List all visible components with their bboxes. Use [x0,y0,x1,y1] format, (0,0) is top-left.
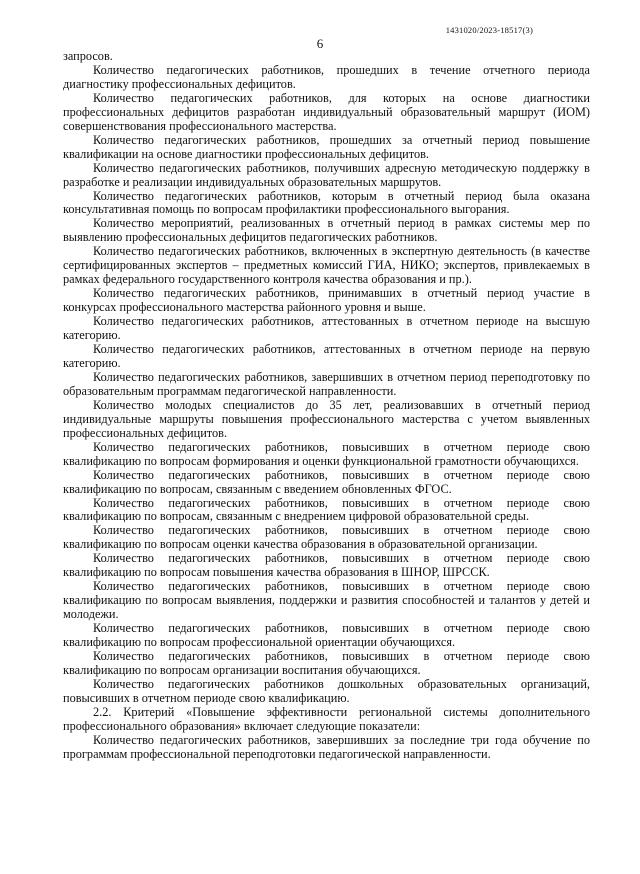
paragraph-continuation: запросов. [63,49,113,63]
paragraph-indicator: Количество педагогических работников, повысивших в отчетном периоде свою квалификацию по вопросам, связанным с введением обновленных ФГОС. [63,467,590,496]
paragraph-indicator: Количество педагогических работников, прошедших за отчетный период повышение квалификации на основе диагностики профессиональных дефицитов. [63,132,590,161]
paragraph-indicator: Количество педагогических работников, повысивших в отчетном периоде свою квалификацию по вопросам формирования и оценки функциональной грамотности обучающихся. [63,439,590,468]
paragraph-indicator: Количество педагогических работников, завершивших в отчетном период переподготовку по образовательным программам педагогической направленности. [63,369,590,398]
paragraph-indicator: Количество педагогических работников, завершивших за последние три года обучение по программам профессиональной переподготовки педагогической направленности. [63,732,590,761]
paragraph-indicator: Количество педагогических работников, повысивших в отчетном периоде свою квалификацию по вопросам выявления, поддержки и развития способностей и талантов у детей и молодежи. [63,579,590,622]
paragraph-indicator: Количество педагогических работников, для которых на основе диагностики профессиональных дефицитов разработан индивидуальный образовательный маршрут (ИОМ) совершенствования профессионального мастерства. [63,90,590,133]
document-number: 1431020/2023-18517(3) [445,25,533,35]
paragraph-indicator: Количество педагогических работников, включенных в экспертную деятельность (в качестве сертифицированных экспертов – предметных комиссий ГИА, НИКО; экспертов, привлекаемых в рамках федерального государственного контроля качества образования и пр.). [63,244,590,287]
paragraph-indicator: Количество педагогических работников, получивших адресную методическую поддержку в разработке и реализации индивидуальных образовательных маршрутов. [63,160,590,189]
paragraph-criterion-heading: 2.2. Критерий «Повышение эффективности региональной системы дополнительного профессионального образования» включает следующие показатели: [63,704,590,733]
paragraph-indicator: Количество педагогических работников, повысивших в отчетном периоде свою квалификацию по вопросам, связанным с внедрением цифровой образовательной среды. [63,495,590,524]
paragraph-indicator: Количество педагогических работников, принимавших в отчетный период участие в конкурсах профессионального мастерства районного уровня и выше. [63,286,590,315]
paragraph-indicator: Количество педагогических работников, аттестованных в отчетном периоде на первую категорию. [63,342,590,370]
paragraph-indicator: Количество педагогических работников, повысивших в отчетном периоде свою квалификацию по вопросам оценки качества образования в образовательной организации. [63,523,590,552]
page-number: 6 [316,36,324,51]
paragraph-indicator: Количество мероприятий, реализованных в отчетный период в рамках системы мер по выявлению профессиональных дефицитов педагогических работников. [63,216,590,245]
paragraph-indicator: Количество педагогических работников, повысивших в отчетном периоде свою квалификацию по вопросам профессиональной ориентации обучающихся. [63,621,590,650]
paragraph-indicator: Количество педагогических работников, повысивших в отчетном периоде свою квалификацию по вопросам повышения качества образования в ШНОР, ШРССК. [63,551,590,580]
paragraph-indicator: Количество педагогических работников, аттестованных в отчетном периоде на высшую категорию. [63,314,590,343]
paragraph-indicator: Количество педагогических работников дошкольных образовательных организаций, повысивших в отчетном периоде свою квалификацию. [63,676,590,705]
paragraph-indicator: Количество педагогических работников, прошедших в течение отчетного периода диагностику профессиональных дефицитов. [63,62,590,91]
paragraph-indicator: Количество молодых специалистов до 35 лет, реализовавших в отчетный период индивидуальные маршруты повышения профессионального мастерства с учетом выявленных профессиональных дефицитов. [63,397,590,440]
paragraph-indicator: Количество педагогических работников, которым в отчетный период была оказана консультативная помощь по вопросам профилактики профессионального выгорания. [63,188,590,217]
paragraph-indicator: Количество педагогических работников, повысивших в отчетном периоде свою квалификацию по вопросам организации воспитания обучающихся. [63,648,590,677]
document-body [63,50,590,762]
